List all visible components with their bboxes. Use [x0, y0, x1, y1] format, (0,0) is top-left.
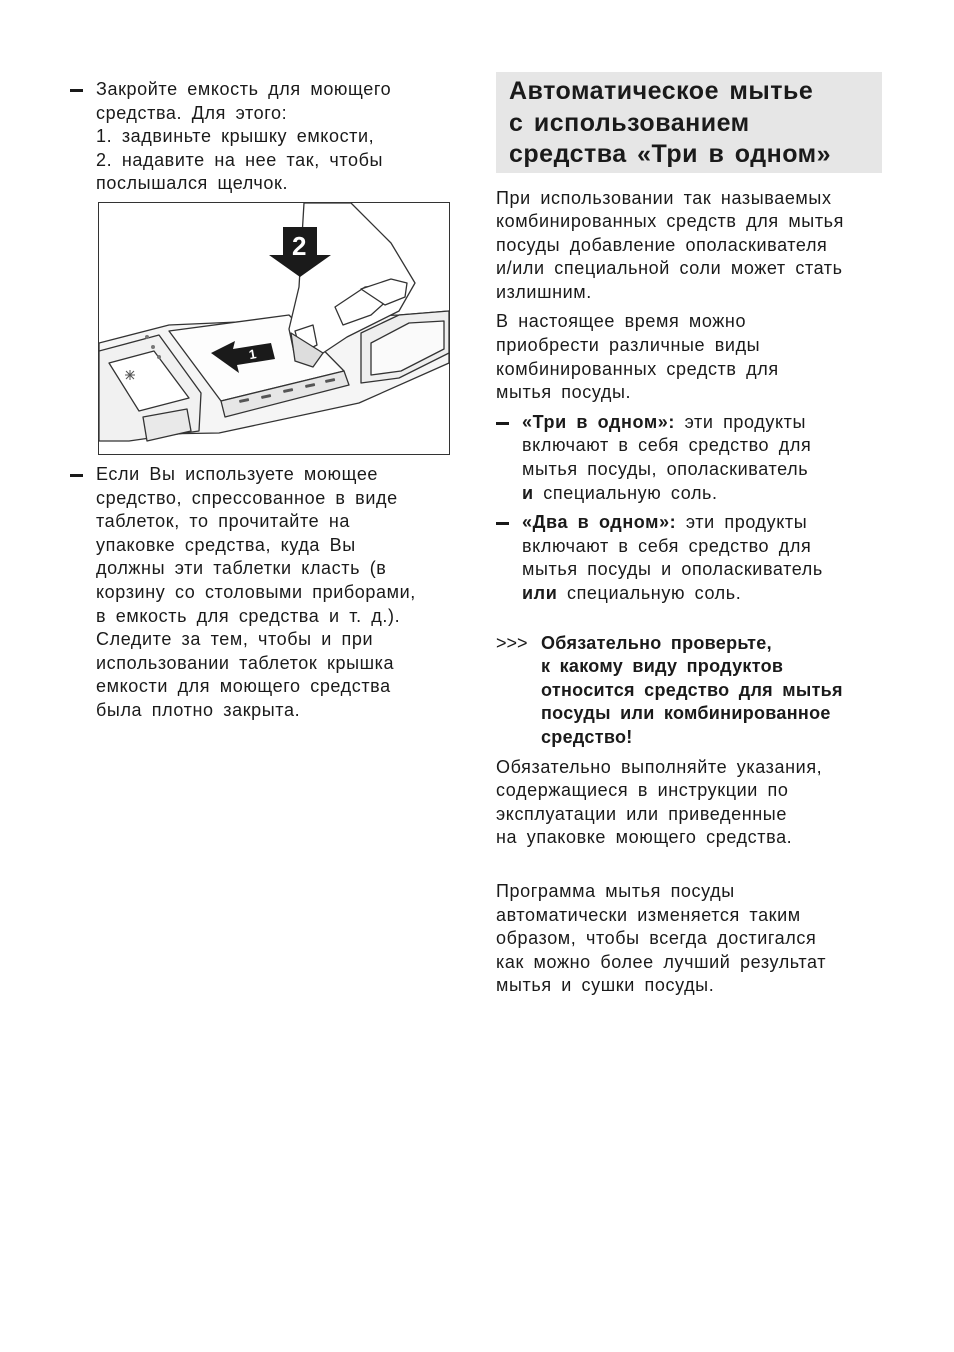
- text-line: и/или специальной соли может стать: [496, 258, 843, 279]
- text-line: 2. надавите на нее так, чтобы: [96, 149, 384, 170]
- text-line: содержащиеся в инструкции по: [496, 780, 789, 801]
- text-line: таблеток, то прочитайте на: [96, 511, 350, 532]
- dash-bullet-icon: [70, 474, 83, 477]
- dash-bullet-icon: [70, 89, 83, 92]
- text-line: упаковке средства, куда Вы: [96, 534, 356, 555]
- text-line: средство!: [541, 726, 633, 747]
- step-1-label: 1: [247, 346, 258, 363]
- text-line: образом, чтобы всегда достигался: [496, 928, 817, 949]
- instruction-close-dispenser: [70, 78, 460, 196]
- section-heading-box: [496, 72, 882, 173]
- text-line: как можно более лучший результат: [496, 951, 827, 972]
- text-line: к какому виду продуктов: [541, 656, 784, 677]
- list-item-two-in-one: [496, 511, 888, 605]
- text-line: Если Вы используете моющее: [96, 463, 379, 484]
- heading-line: Автоматическое мытье: [509, 77, 814, 105]
- left-column: [70, 78, 460, 723]
- text-line: Закройте емкость для моющего: [96, 79, 392, 99]
- dash-bullet-icon: [496, 422, 509, 425]
- item-title: «Три в одном»:: [522, 411, 675, 432]
- text-line: емкости для моющего средства: [96, 676, 391, 697]
- text-line: посуды добавление ополаскивателя: [496, 234, 828, 255]
- text-line: посуды или комбинированное: [541, 703, 831, 724]
- text-line: комбинированных средств для: [496, 358, 779, 379]
- text-line: корзину со столовыми приборами,: [96, 581, 416, 602]
- important-note: [496, 632, 888, 750]
- section-heading: [509, 76, 868, 171]
- text-line: эксплуатации или приведенные: [496, 803, 787, 824]
- text-line: специальную соль.: [543, 482, 718, 503]
- bold-conjunction: и: [522, 482, 534, 503]
- note-marker: >>>: [496, 632, 528, 653]
- instructions-paragraph: [496, 756, 888, 850]
- text-line: включают в себя средство для: [522, 535, 812, 556]
- text-line: В настоящее время можно: [496, 311, 747, 332]
- text-line: включают в себя средство для: [522, 435, 812, 456]
- text-line: была плотно закрыта.: [96, 699, 301, 720]
- step-2-label: 2: [292, 230, 308, 261]
- bold-conjunction: или: [522, 583, 558, 603]
- heading-line: с использованием: [509, 108, 750, 137]
- text-line: на упаковке моющего средства.: [496, 827, 793, 848]
- text-line: использовании таблеток крышка: [96, 652, 395, 673]
- right-column: [496, 72, 888, 1004]
- dispenser-drawing: [99, 203, 449, 454]
- text-line: мытья и сушки посуды.: [496, 975, 715, 996]
- heading-line: средства «Три в одном»: [509, 140, 832, 168]
- text-line: мытья посуды.: [496, 382, 632, 403]
- text-line: Обязательно проверьте,: [541, 632, 772, 653]
- text-line: должны эти таблетки класть (в: [96, 558, 387, 579]
- text-line: специальную соль.: [566, 583, 742, 603]
- text-line: эти продукты: [685, 512, 808, 533]
- program-paragraph: [496, 880, 888, 998]
- text-line: Обязательно выполняйте указания,: [496, 756, 823, 777]
- text-line: послышался щелчок.: [96, 173, 289, 194]
- text-line: относится средство для мытья: [541, 679, 843, 700]
- text-line: При использовании так называемых: [496, 187, 832, 208]
- text-line: 1. задвиньте крышку емкости,: [96, 126, 375, 147]
- instruction-tablets: [70, 463, 460, 723]
- text-line: средства. Для этого:: [96, 102, 288, 123]
- text-line: Следите за тем, чтобы и при: [96, 629, 374, 650]
- list-item-three-in-one: [496, 411, 888, 505]
- item-title: «Два в одном»:: [522, 512, 677, 533]
- dash-bullet-icon: [496, 522, 509, 525]
- text-line: комбинированных средств для мытья: [496, 211, 845, 232]
- text-line: средство, спрессованное в виде: [96, 487, 398, 508]
- text-line: мытья посуды и ополаскиватель: [522, 559, 823, 580]
- text-line: Программа мытья посуды: [496, 880, 735, 901]
- products-paragraph: [496, 310, 888, 404]
- text-line: автоматически изменяется таким: [496, 904, 801, 925]
- text-line: в емкость для средства и т. д.).: [96, 605, 401, 626]
- intro-paragraph: [496, 187, 888, 305]
- text-line: эти продукты: [684, 411, 807, 432]
- dispenser-lid-illustration: [98, 202, 450, 455]
- text-line: излишним.: [496, 281, 592, 302]
- text-line: мытья посуды, ополаскиватель: [522, 459, 809, 480]
- text-line: приобрести различные виды: [496, 335, 761, 356]
